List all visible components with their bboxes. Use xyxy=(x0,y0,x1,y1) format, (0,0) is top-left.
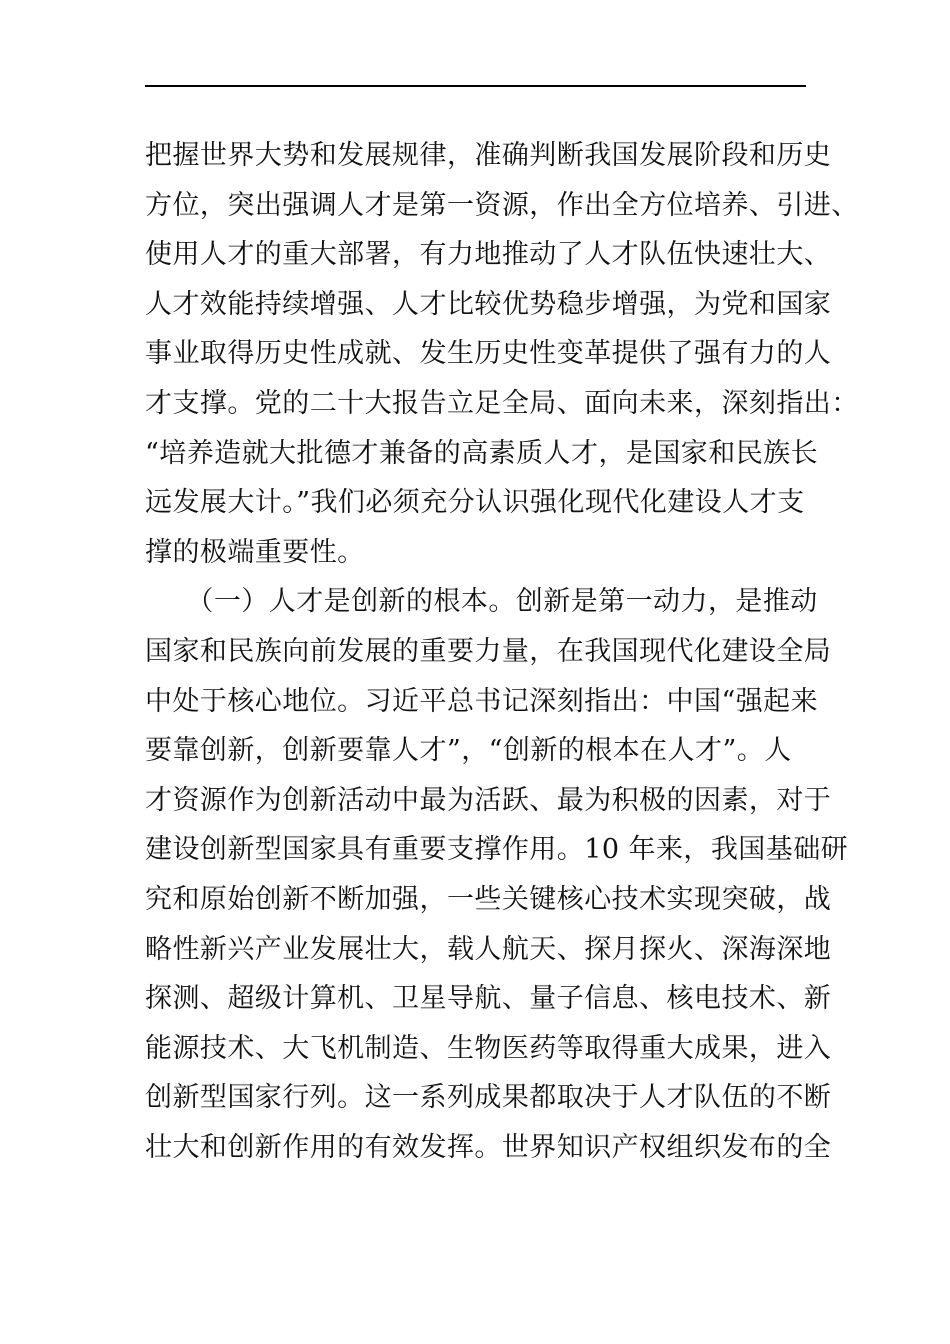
text-line: 国家和民族向前发展的重要力量，在我国现代化建设全局 xyxy=(145,635,832,667)
text-line: “培养造就大批德才兼备的高素质人才，是国家和民族长 xyxy=(145,437,819,469)
text-line: 要靠创新，创新要靠人才”，“创新的根本在人才”。人 xyxy=(145,735,792,767)
text-line: 远发展大计。”我们必须充分认识强化现代化建设人才支 xyxy=(145,487,805,519)
text-line: 事业取得历史性成就、发生历史性变革提供了强有力的人 xyxy=(145,338,832,370)
text-line: 中处于核心地位。习近平总书记深刻指出：中国“强起来 xyxy=(145,685,819,717)
text-line: 方位，突出强调人才是第一资源，作出全方位培养、引进、 xyxy=(145,189,859,221)
text-line: 使用人才的重大部署，有力地推动了人才队伍快速壮大、 xyxy=(145,239,832,271)
text-line: 把握世界大势和发展规律，准确判断我国发展阶段和历史 xyxy=(145,140,832,171)
text-line: 探测、超级计算机、卫星导航、量子信息、核电技术、新 xyxy=(145,983,832,1015)
text-line: 才资源作为创新活动中最为活跃、最为积极的因素，对于 xyxy=(145,784,832,816)
text-line: 能源技术、大飞机制造、生物医药等取得重大成果，进入 xyxy=(145,1032,832,1064)
header-rule xyxy=(145,85,806,87)
section-heading-line: （一）人才是创新的根本。创新是第一动力，是推动 xyxy=(145,586,818,618)
text-line: 略性新兴产业发展壮大，载人航天、探月探火、深海深地 xyxy=(145,933,832,965)
text-line: 壮大和创新作用的有效发挥。世界知识产权组织发布的全 xyxy=(145,1131,832,1163)
text-line: 才支撑。党的二十大报告立足全局、面向未来，深刻指出： xyxy=(145,387,859,419)
text-line: 撑的极端重要性。 xyxy=(145,536,365,568)
body-text xyxy=(145,131,859,1172)
text-line: 人才效能持续增强、人才比较优势稳步增强，为党和国家 xyxy=(145,288,832,320)
text-line: 建设创新型国家具有重要支撑作用。10 年来，我国基础研 xyxy=(145,834,849,866)
text-line: 究和原始创新不断加强，一些关键核心技术实现突破，战 xyxy=(145,883,832,915)
text-line: 创新型国家行列。这一系列成果都取决于人才队伍的不断 xyxy=(145,1082,832,1114)
